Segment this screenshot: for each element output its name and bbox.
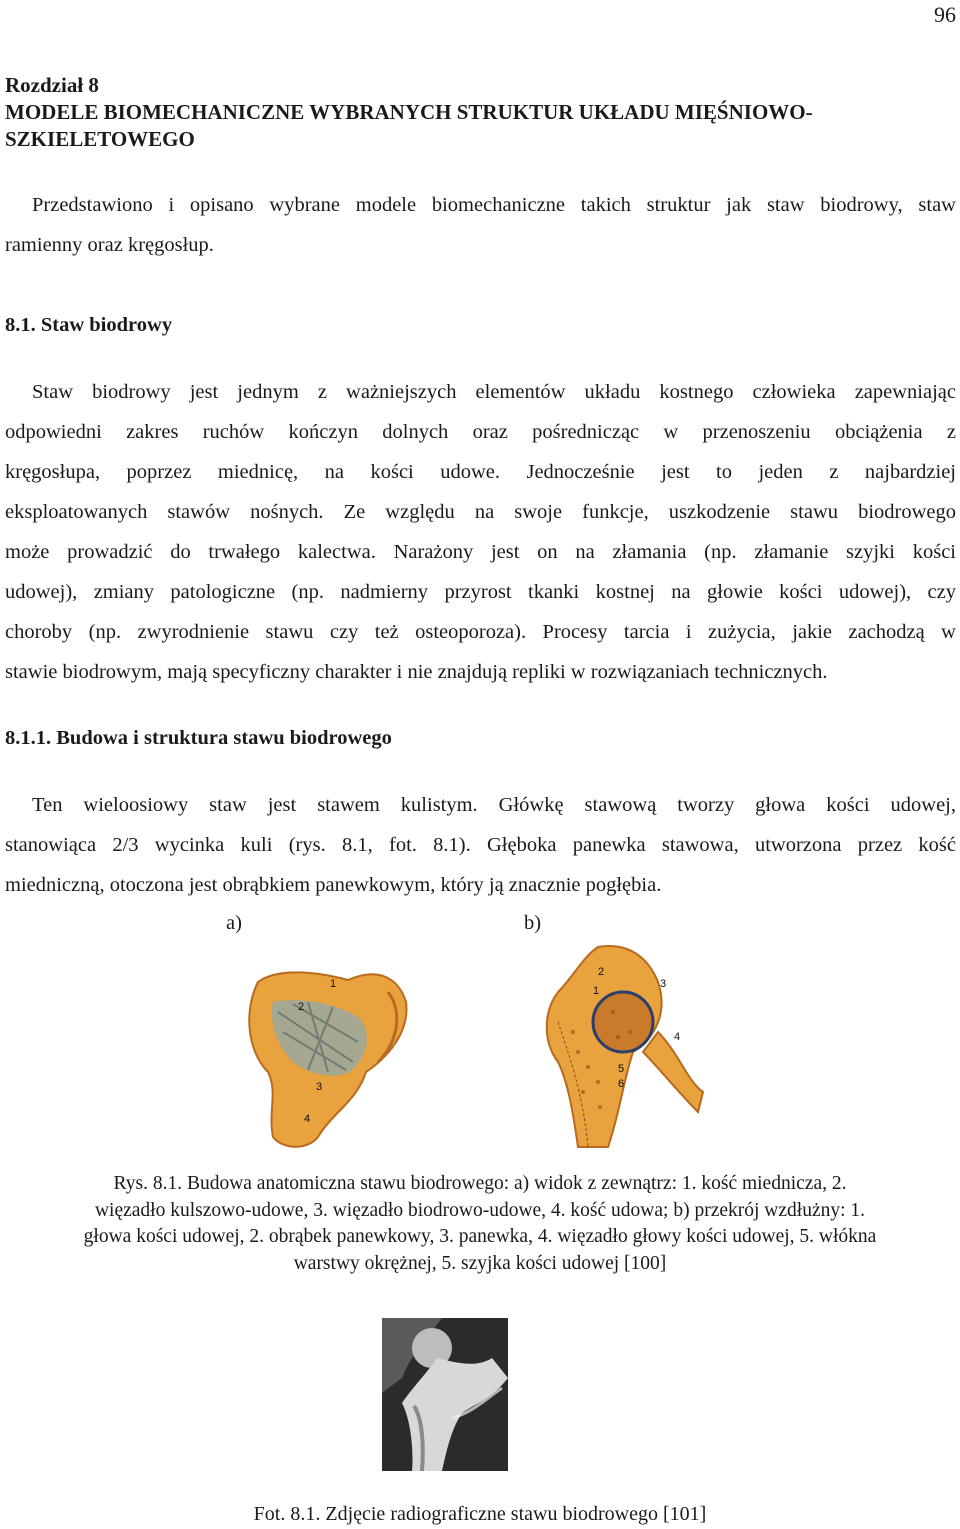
text-line: może prowadzić do trwałego kalectwa. Narażony jest on na złamania (np. złamanie szyjki kości [5, 541, 956, 563]
text-line: miedniczną, otoczona jest obrąbkiem panewkowym, który ją znacznie pogłębia. [5, 874, 662, 896]
figure-caption [0, 1171, 960, 1277]
subsection-heading: 8.1.1. Budowa i struktura stawu biodrowego [5, 727, 392, 749]
text-line: udowej), zmiany patologiczne (np. nadmierny przyrost tkanki kostnej na głowie kości udowej), czy [5, 581, 956, 603]
hip-xray-photo [382, 1318, 508, 1471]
callout-number: 4 [674, 1031, 681, 1043]
text-line: eksploatowanych stawów nośnych. Ze względu na swoje funkcje, uszkodzenie stawu biodrowego [5, 501, 956, 523]
chapter-header [5, 72, 925, 153]
chapter-title-line: SZKIELETOWEGO [5, 127, 195, 151]
callout-number: 5 [618, 1063, 625, 1075]
text-line: stawie biodrowym, mają specyficzny charakter i nie znajdują repliki w rozwiązaniach technicznych. [5, 661, 828, 683]
caption-line: Rys. 8.1. Budowa anatomiczna stawu biodrowego: a) widok z zewnątrz: 1. kość miednicza, 2. [113, 1173, 847, 1194]
caption-line: więzadło kulszowo-udowe, 3. więzadło biodrowo-udowe, 4. kość udowa; b) przekrój wzdłużny: 1. [94, 1199, 866, 1221]
hip-joint-external-illustration [238, 962, 418, 1152]
text-line: Przedstawiono i opisano wybrane modele biomechaniczne takich struktur jak staw biodrowy, staw [32, 194, 956, 216]
callout-number: 4 [304, 1113, 311, 1125]
page-number: 96 [934, 2, 956, 27]
intro-paragraph [5, 185, 956, 265]
callout-number: 2 [598, 966, 605, 978]
text-line: kręgosłupa, poprzez miednicę, na kości udowe. Jednocześnie jest to jeden z najbardziej [5, 461, 956, 483]
text-line: odpowiedni zakres ruchów kończyn dolnych oraz pośrednicząc w przenoszeniu obciążenia z [5, 421, 956, 443]
callout-number: 6 [618, 1078, 625, 1090]
text-line: Ten wieloosiowy staw jest stawem kulistym. Główkę stawową tworzy głowa kości udowej, [32, 794, 956, 816]
section-heading: 8.1. Staw biodrowy [5, 314, 173, 336]
callout-number: 1 [330, 978, 337, 990]
figure-label-a: a) [226, 912, 242, 934]
callout-number: 3 [316, 1081, 323, 1093]
text-line: choroby (np. zwyrodnienie stawu czy też osteoporoza). Procesy tarcia i zużycia, jakie zachodzą w [5, 621, 956, 643]
text-line: Staw biodrowy jest jednym z ważniejszych elementów układu kostnego człowieka zapewniając [32, 381, 956, 403]
section-paragraph [5, 372, 956, 692]
callout-number: 1 [593, 985, 600, 997]
figure-label-b: b) [524, 912, 542, 934]
text-line: stanowiąca 2/3 wycinka kuli (rys. 8.1, fot. 8.1). Głęboka panewka stawowa, utworzona przez kość [5, 834, 956, 856]
subsection-paragraph [5, 785, 956, 905]
text-line: ramienny oraz kręgosłup. [5, 234, 214, 256]
chapter-label: Rozdział 8 [5, 73, 99, 97]
callout-number: 3 [660, 978, 667, 990]
hip-joint-section-illustration [538, 942, 708, 1152]
chapter-title-line: MODELE BIOMECHANICZNE WYBRANYCH STRUKTUR UKŁADU MIĘŚNIOWO- [5, 100, 813, 124]
callout-number: 2 [298, 1001, 305, 1013]
caption-line: głowa kości udowej, 2. obrąbek panewkowy, 3. panewka, 4. więzadło głowy kości udowej, 5. włókna [83, 1226, 877, 1247]
caption-line: warstwy okrężnej, 5. szyjka kości udowej [100] [293, 1252, 667, 1274]
photo-caption: Fot. 8.1. Zdjęcie radiograficzne stawu biodrowego [101] [253, 1503, 707, 1525]
